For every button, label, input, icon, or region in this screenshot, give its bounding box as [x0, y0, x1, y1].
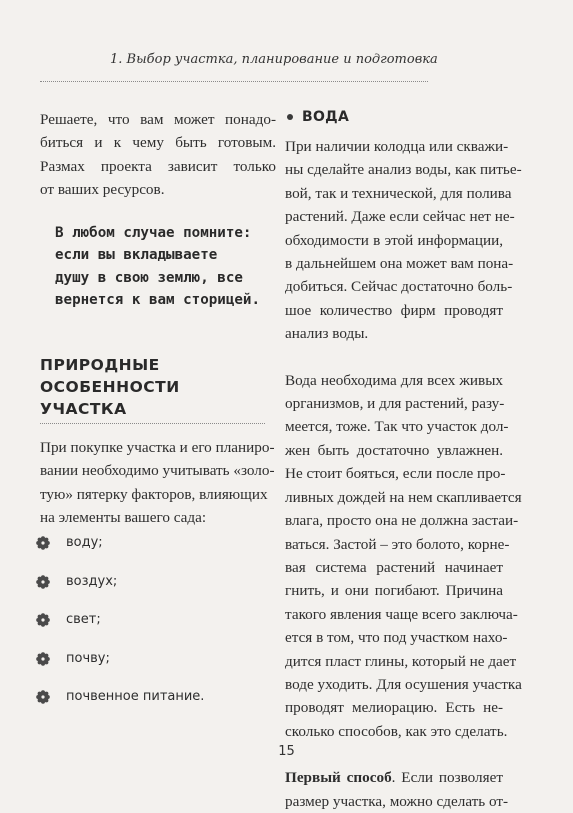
water-paragraph-3: [285, 766, 509, 813]
section-intro: [40, 436, 275, 530]
paragraph-line: вой, так и технической, для полива: [285, 184, 512, 202]
left-intro: [40, 108, 276, 202]
section-intro-paragraph: [40, 436, 275, 530]
paragraph-line: ваться. Застой – это болото, корне-: [285, 535, 510, 553]
flower-bullet-icon: [36, 575, 50, 589]
water-heading: [287, 108, 503, 126]
list-item-text: почву;: [66, 650, 110, 666]
paragraph-line: проводят мелиорацию. Есть не-: [285, 699, 503, 717]
intro-line: биться и к чему быть готовым.: [40, 134, 276, 152]
section-title-line: ПРИРОДНЫЕ: [40, 356, 160, 374]
method-line-rest: . Если позволяет: [391, 769, 503, 787]
list-item: [36, 648, 266, 687]
paragraph-line: жен быть достаточно увлажнен.: [285, 441, 503, 459]
intro-paragraph: [40, 108, 276, 202]
paragraph-line: шое количество фирм проводят: [285, 301, 503, 319]
paragraph-line: добиться. Сейчас достаточно боль-: [285, 278, 513, 296]
paragraph-line: [285, 766, 503, 789]
section-intro-line: тую» пятерку факторов, влияющих: [40, 485, 268, 503]
section-title-line: УЧАСТКА: [40, 400, 127, 418]
paragraph-line: размер участка, можно сделать от-: [285, 792, 509, 810]
list-item-text: воду;: [66, 535, 103, 550]
list-item: [36, 571, 266, 610]
header-divider: [40, 81, 428, 82]
list-item: [36, 686, 266, 725]
paragraph-line: При наличии колодца или скважи-: [285, 138, 509, 155]
intro-line: Решаете, что вам может понадо-: [40, 111, 276, 128]
paragraph-line: влага, просто она не должна застаи-: [285, 512, 519, 530]
paragraph-line: дится пласт глины, который не дает: [285, 652, 517, 670]
quote-line: душу в свою землю, все: [55, 269, 243, 286]
flower-bullet-icon: [36, 690, 50, 704]
bullet-dot-icon: [287, 114, 293, 120]
paragraph-line: ны сделайте анализ воды, как питье-: [285, 161, 522, 179]
water-heading-text: ВОДА: [302, 109, 350, 125]
paragraph-line: ливных дождей на нем скапливается: [285, 488, 522, 506]
paragraph-line: анализ воды.: [285, 325, 369, 343]
section-intro-line: вании необходимо учитывать «золо-: [40, 462, 275, 480]
list-item-text: почвенное питание.: [66, 689, 205, 704]
flower-bullet-icon: [36, 613, 50, 627]
section-title: [40, 354, 180, 420]
section-divider: [40, 423, 265, 424]
paragraph-line: сколько способов, как это сделать.: [285, 722, 508, 740]
list-item-text: воздух;: [66, 573, 118, 589]
paragraph-line: в дальнейшем она может вам пона-: [285, 255, 514, 273]
paragraph-line: обходимости в этой информации,: [285, 231, 503, 249]
water-paragraph-1: [285, 135, 522, 346]
page-number: 15: [278, 744, 295, 759]
list-item: [36, 532, 266, 571]
running-header: 1. Выбор участка, планирование и подготовка: [110, 52, 438, 67]
flower-bullet-icon: [36, 536, 50, 550]
paragraph-line: воде уходить. Для осушения участка: [285, 675, 522, 693]
section-title-line: ОСОБЕННОСТИ: [40, 378, 180, 396]
paragraph-line: гнить, и они погибают. Причина: [285, 582, 503, 600]
factor-list: [36, 532, 266, 725]
paragraph-line: вая система растений начинает: [285, 558, 503, 576]
pull-quote: [55, 222, 260, 312]
water-section: [285, 108, 522, 813]
paragraph-line: Вода необходима для всех живых: [285, 371, 503, 389]
section-intro-line: на элементы вашего сада:: [40, 509, 207, 527]
method-label: Первый способ: [285, 769, 392, 787]
flower-bullet-icon: [36, 652, 50, 666]
paragraph-line: растений. Даже если сейчас нет не-: [285, 208, 515, 226]
list-item: [36, 609, 266, 648]
paragraph-line: ется в том, что под участком нахо-: [285, 629, 508, 647]
intro-line: Размах проекта зависит только: [40, 157, 276, 175]
intro-line: от ваших ресурсов.: [40, 181, 165, 199]
water-paragraph-2: [285, 369, 522, 744]
section-intro-line: При покупке участка и его планиро-: [40, 439, 275, 456]
quote-line: В любом случае помните:: [55, 225, 252, 241]
paragraph-line: такого явления чаще всего заключа-: [285, 605, 518, 623]
quote-line: если вы вкладываете: [55, 247, 218, 264]
paragraph-line: меется, тоже. Так что участок дол-: [285, 418, 509, 436]
paragraph-line: Не стоит бояться, если после про-: [285, 465, 506, 483]
quote-line: вернется к вам сторицей.: [55, 292, 260, 309]
paragraph-line: организмов, и для растений, разу-: [285, 395, 505, 413]
list-item-text: свет;: [66, 612, 101, 627]
